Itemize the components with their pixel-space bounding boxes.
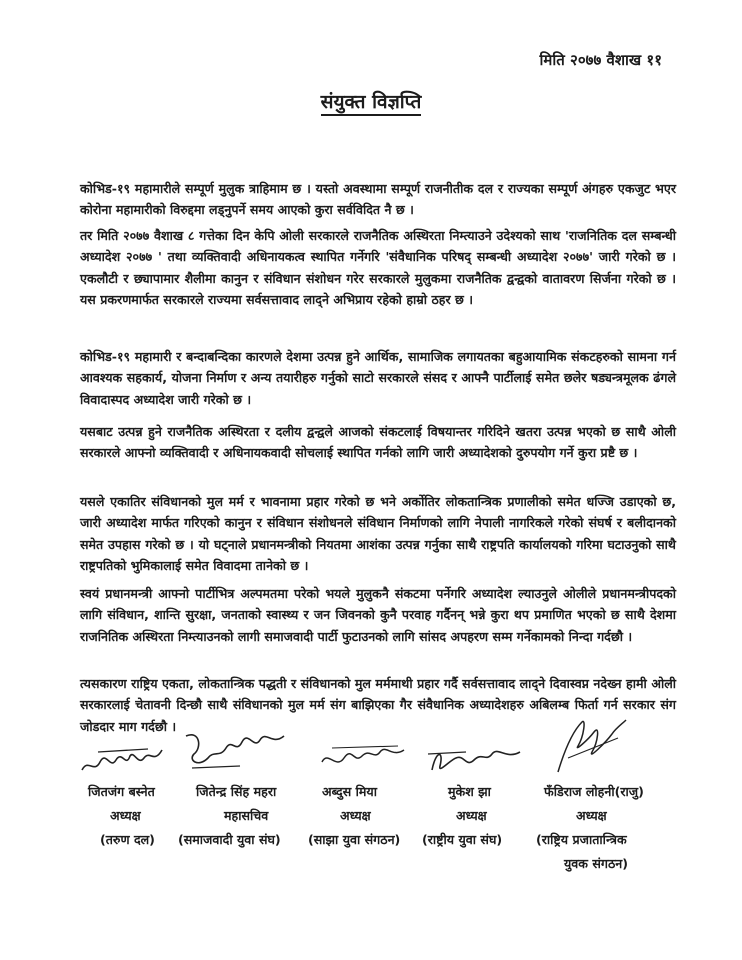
signatory-name: अब्दुस मिया: [322, 784, 377, 799]
signatory-org: (साझा युवा संगठन): [308, 832, 401, 847]
signatory-name: फँडिराज लोहनी(राजु): [544, 784, 644, 799]
signatory-org: (राष्ट्रीय युवा संघ): [422, 832, 503, 847]
signatory-role: अध्यक्ष: [340, 808, 371, 823]
signatory-org-line-2: युवक संगठन): [564, 856, 629, 871]
signatory-role: अध्यक्ष: [456, 808, 487, 823]
signatory-role: अध्यक्ष: [576, 808, 607, 823]
paragraph-3: कोभिड-१९ महामारी र बन्दाबन्दिका कारणले देशमा उत्पन्न हुने आर्थिक, सामाजिक लगायतका बहुआयामिक संकटहरुको सामना गर्न आवश्यक सहकार्य, योजना निर्माण र अन्य तयारीहरु गर्नुको साटो सरकारले संसद र आफ्नै पार्टीलाई समेत छलेर षड्यन्त्रमूलक ढंगले विवादास्पद अध्यादेश जारी गरेको छ ।: [80, 348, 676, 407]
signature-3: [318, 740, 408, 774]
document-title-wrap: [0, 88, 742, 114]
paragraph-7: त्यसकारण राष्ट्रिय एकता, लोकतान्त्रिक पद्धती र संविधानको मुल मर्ममाथी प्रहार गर्दै सर्वसत्तावाद लाद्ने दिवास्वप्न नदेख्न हामी ओली सरकारलाई चेतावनी दिन्छौ साथै संविधानको मुल मर्म संग बाझिएका गैर संवैधानिक अध्यादेशहरु अबिलम्ब फिर्ता गर्न सरकार संग जोडदार माग गर्दछौ ।: [80, 675, 676, 734]
signatory-name: जितजंग बस्नेत: [88, 784, 155, 799]
signature-4: [426, 740, 526, 778]
signature-2: [180, 728, 290, 776]
signatory-org: (समाजवादी युवा संघ): [178, 832, 281, 847]
signatory-org: (तरुण दल): [100, 832, 155, 847]
signatory-name: जितेन्द्र सिंह महरा: [196, 784, 277, 799]
paragraph-4: यसबाट उत्पन्न हुने राजनैतिक अस्थिरता र दलीय द्वन्द्वले आजको संकटलाई विषयान्तर गरिदिने खतरा उत्पन्न भएको छ साथै ओली सरकारले आफ्नो व्यक्तिवादी र अधिनायकवादी सोचलाई स्थापित गर्नको लागि जारी अध्यादेशको दुरुपयोग गर्ने कुरा प्रष्टै छ ।: [80, 423, 676, 461]
document-title: संयुक्त विज्ञप्ति: [321, 91, 422, 116]
paragraph-6: स्वयं प्रधानमन्त्री आफ्नो पार्टीभित्र अल्पमतमा परेको भयले मुलुकनै संकटमा पर्नेगरि अध्यादेश ल्याउनुले ओलीले प्रधानमन्त्रीपदको लागि संविधान, शान्ति सुरक्षा, जनताको स्वास्थ्य र जन जिवनको कुनै परवाह गर्दैनन् भन्ने कुरा थप प्रमाणित भएको छ साथै देशमा राजनितिक अस्थिरता निम्त्याउनको लागी समाजवादी पार्टी फुटाउनको लागि सांसद अपहरण सम्म गर्नेकामको निन्दा गर्दछौ ।: [80, 585, 676, 644]
signatory-role: अध्यक्ष: [110, 808, 141, 823]
signatory-role: महासचिव: [224, 808, 269, 823]
signatory-org: (राष्ट्रिय प्रजातान्त्रिक: [536, 832, 627, 847]
paragraph-5: यसले एकातिर संविधानको मुल मर्म र भावनामा प्रहार गरेको छ भने अर्कोतिर लोकतान्त्रिक प्रणालीको समेत धज्जि उडाएको छ, जारी अध्यादेश मार्फत गरिएको कानुन र संविधान संशोधनले संविधान निर्माणको लागि नेपाली नागरिकले गरेको संघर्ष र बलीदानको समेत उपहास गरेको छ । यो घट्नाले प्रधानमन्त्रीको नियतमा आशंका उत्पन्न गर्नुका साथै राष्ट्रपति कार्यालयको गरिमा घटाउनुको साथै राष्ट्रपतिको भुमिकालाई समेत विवादमा तानेको छ ।: [80, 493, 676, 574]
signatory-name: मुकेश झा: [448, 784, 491, 799]
document-date: मिति २०७७ वैशाख ११: [539, 51, 662, 69]
paragraph-2: तर मिति २०७७ वैशाख ८ गत्तेका दिन केपि ओली सरकारले राजनैतिक अस्थिरता निम्त्याउने उदेश्यको साथ 'राजनितिक दल सम्बन्धी अध्यादेश २०७७ ' तथा व्यक्तिवादी अधिनायकत्व स्थापित गर्नेगरि 'संवैधानिक परिषद् सम्बन्धी अध्यादेश २०७७' जारी गरेको छ । एकलौटी र छ्यापामार शैलीमा कानुन र संविधान संशोधन गरेर सरकारले मुलुकमा राजनैतिक द्वन्द्वको वातावरण सिर्जना गरेको छ । यस प्रकरणमार्फत सरकारले राज्यमा सर्वसत्तावाद लाद्ने अभिप्राय रहेको हाम्रो ठहर छ ।: [80, 227, 676, 308]
signature-5: [548, 712, 628, 780]
signatory-5: [536, 780, 694, 876]
paragraph-1: कोभिड-१९ महामारीले सम्पूर्ण मुलुक त्राहिमाम छ । यस्तो अवस्थामा सम्पूर्ण राजनीतीक दल र राज्यका सम्पूर्ण अंगहरु एकजुट भएर कोरोना महामारीको विरुद्दमा लड्नुपर्ने समय आएको कुरा सर्वविदित नै छ ।: [80, 180, 676, 218]
signature-1: [78, 740, 168, 780]
